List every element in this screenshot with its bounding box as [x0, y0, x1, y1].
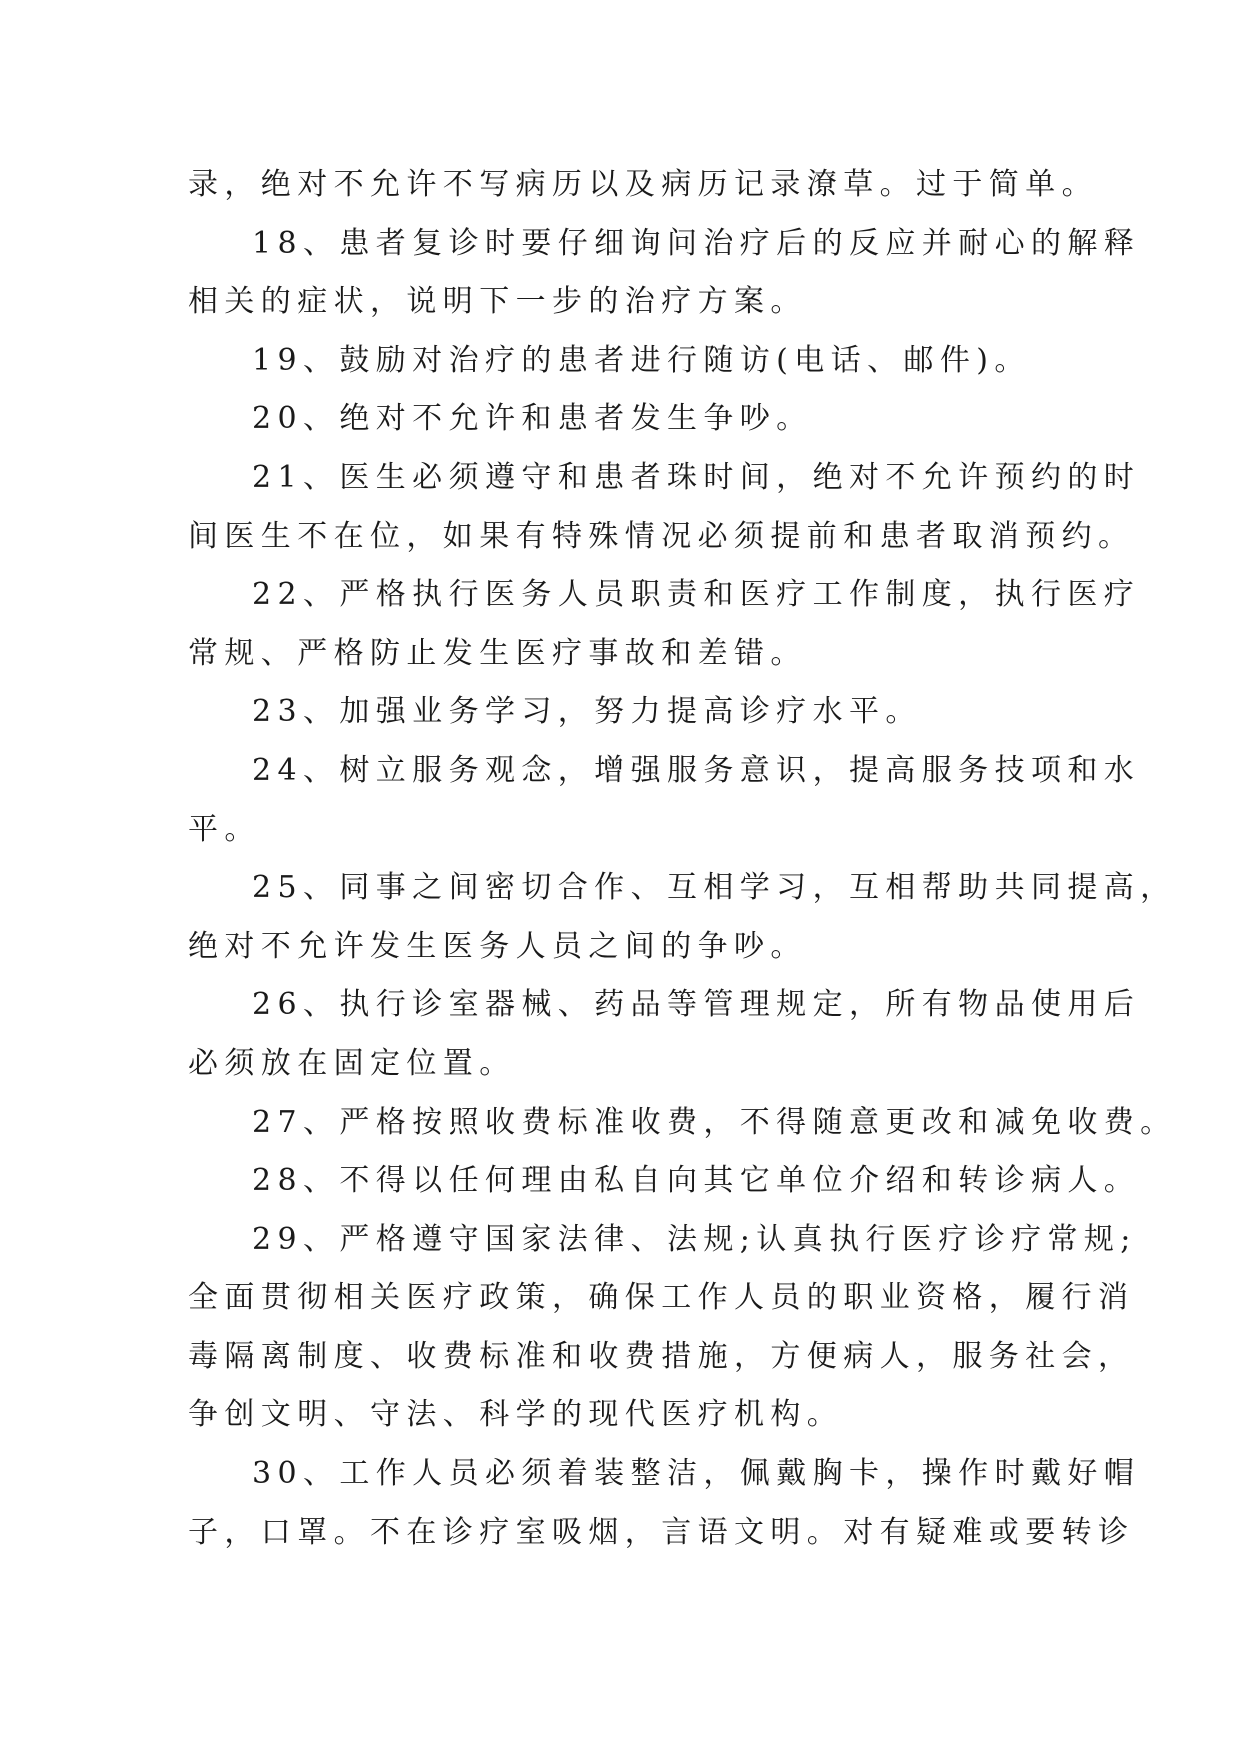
text-line-9: 常规、严格防止发生医疗事故和差错。	[188, 635, 807, 671]
text-line-15: 26、执行诊室器械、药品等管理规定，所有物品使用后	[252, 987, 1141, 1023]
text-line-12: 平。	[188, 811, 261, 847]
text-line-19: 29、严格遵守国家法律、法规;认真执行医疗诊疗常规;	[252, 1221, 1137, 1257]
text-line-16: 必须放在固定位置。	[188, 1045, 516, 1081]
document-body	[188, 156, 1177, 1562]
text-line-23: 30、工作人员必须着装整洁，佩戴胸卡，操作时戴好帽	[252, 1456, 1141, 1492]
text-line-22: 争创文明、守法、科学的现代医疗机构。	[188, 1397, 844, 1433]
text-line-24: 子，口罩。不在诊疗室吸烟，言语文明。对有疑难或要转诊	[188, 1514, 1135, 1550]
text-line-1: 录，绝对不允许不写病历以及病历记录潦草。过于简单。	[188, 167, 1098, 202]
text-line-3: 相关的症状，说明下一步的治疗方案。	[188, 284, 807, 320]
text-line-5: 20、绝对不允许和患者发生争吵。	[252, 401, 813, 437]
text-line-10: 23、加强业务学习，努力提高诊疗水平。	[252, 694, 922, 730]
text-line-17: 27、严格按照收费标准收费，不得随意更改和减免收费。	[252, 1104, 1177, 1140]
text-line-13: 25、同事之间密切合作、互相学习，互相帮助共同提高，	[252, 870, 1177, 906]
text-line-4: 19、鼓励对治疗的患者进行随访(电话、邮件)。	[252, 342, 1031, 378]
text-line-7: 间医生不在位，如果有特殊情况必须提前和患者取消预约。	[188, 518, 1135, 554]
text-line-21: 毒隔离制度、收费标准和收费措施，方便病人，服务社会，	[188, 1338, 1135, 1374]
text-line-20: 全面贯彻相关医疗政策，确保工作人员的职业资格，履行消	[188, 1280, 1135, 1316]
text-line-2: 18、患者复诊时要仔细询问治疗后的反应并耐心的解释	[252, 225, 1141, 261]
text-line-11: 24、树立服务观念，增强服务意识，提高服务技项和水	[252, 752, 1141, 788]
text-line-14: 绝对不允许发生医务人员之间的争吵。	[188, 928, 807, 964]
text-line-18: 28、不得以任何理由私自向其它单位介绍和转诊病人。	[252, 1163, 1141, 1199]
text-line-8: 22、严格执行医务人员职责和医疗工作制度，执行医疗	[252, 577, 1141, 613]
text-line-6: 21、医生必须遵守和患者珠时间，绝对不允许预约的时	[252, 459, 1141, 495]
